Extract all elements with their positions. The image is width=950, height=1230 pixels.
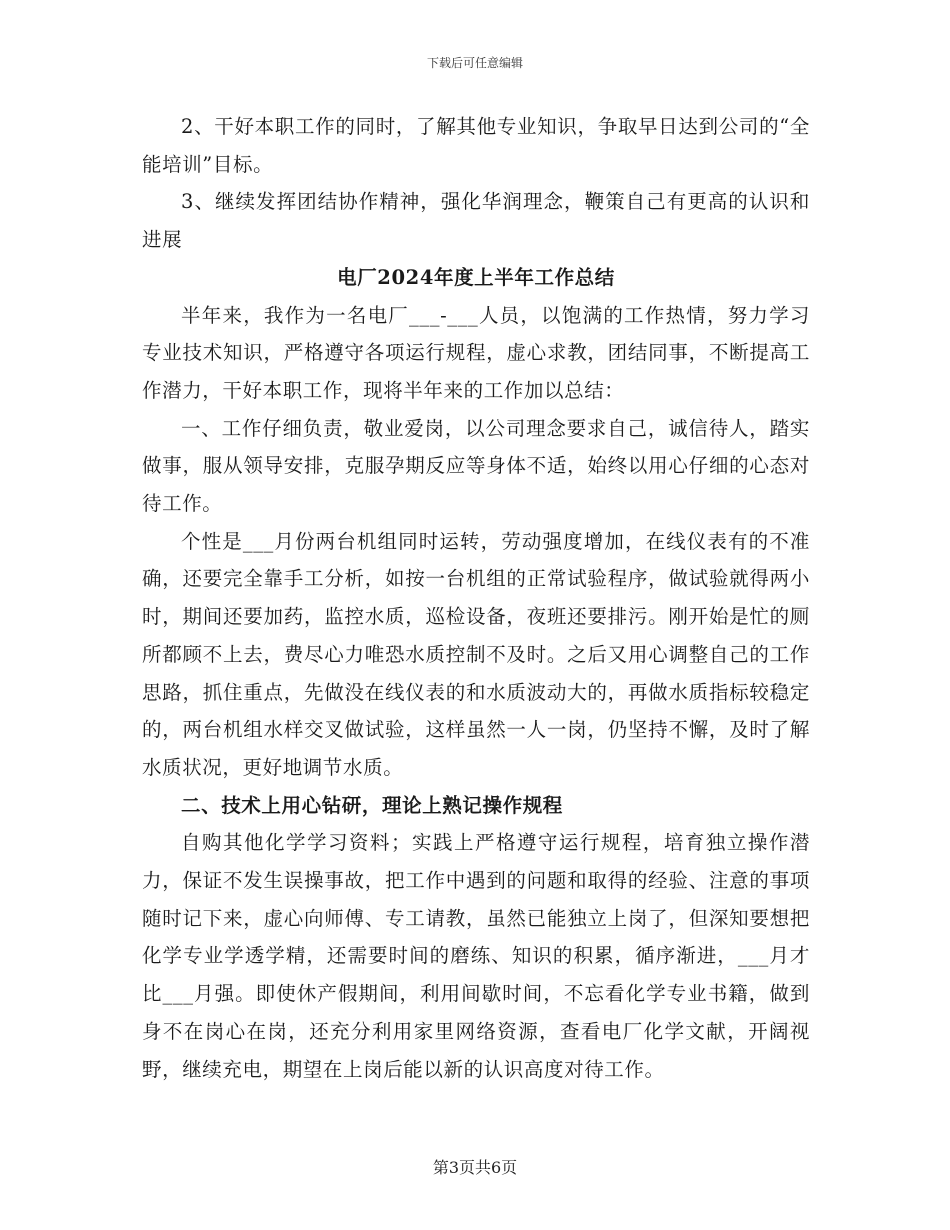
paragraph-intro: 半年来，我作为一名电厂___-___人员，以饱满的工作热情，努力学习专业技术知识，严格遵守各项运行规程，虚心求教，团结同事，不断提高工作潜力，干好本职工作，现将半年来的工作加以总结： <box>142 303 810 402</box>
paragraph-item-3: 3、继续发挥团结协作精神，强化华润理念，鞭策自己有更高的认识和进展 <box>142 190 810 252</box>
paragraph-item-2: 2、干好本职工作的同时，了解其他专业知识，争取早日达到公司的“全能培训”目标。 <box>142 115 810 176</box>
page-header: 下载后可任意编辑 <box>426 56 523 70</box>
paragraph-section-2: 自购其他化学学习资料；实践上严格遵守运行规程，培育独立操作潜力，保证不发生误操事故，把工作中遇到的问题和取得的经验、注意的事项随时记下来，虚心向师傅、专工请教，虽然已能独立上岗了，但深知要想把化学专业学透学精，还需要时间的磨练、知识的积累，循序渐进，___月才比___月强。即使休产假期间，利用间歇时间，不忘看化学专业书籍，做到身不在岗心在岗，还充分利用家里网络资源，查看电厂化学文献，开阔视野，继续充电，期望在上岗后能以新的认识高度对待工作。 <box>142 831 810 1081</box>
document-title: 电厂2024年度上半年工作总结 <box>337 265 615 289</box>
page-footer: 第3页共6页 <box>432 1158 518 1177</box>
paragraph-section-1: 一、工作仔细负责，敬业爱岗，以公司理念要求自己，诚信待人，踏实做事，服从领导安排，克服孕期反应等身体不适，始终以用心仔细的心态对待工作。 <box>142 416 810 516</box>
document-body <box>142 108 810 1088</box>
section-heading-2: 二、技术上用心钻研，理论上熟记操作规程 <box>181 793 563 817</box>
paragraph-details: 个性是___月份两台机组同时运转，劳动强度增加，在线仪表有的不准确，还要完全靠手工分析，如按一台机组的正常试验程序，做试验就得两小时，期间还要加药，监控水质，巡检设备，夜班还要排污。刚开始是忙的厕所都顾不上去，费尽心力唯恐水质控制不及时。之后又用心调整自己的工作思路，抓住重点，先做没在线仪表的和水质波动大的，再做水质指标较稳定的，两台机组水样交叉做试验，这样虽然一人一岗，仍坚持不懈，及时了解水质状况，更好地调节水质。 <box>142 529 810 779</box>
